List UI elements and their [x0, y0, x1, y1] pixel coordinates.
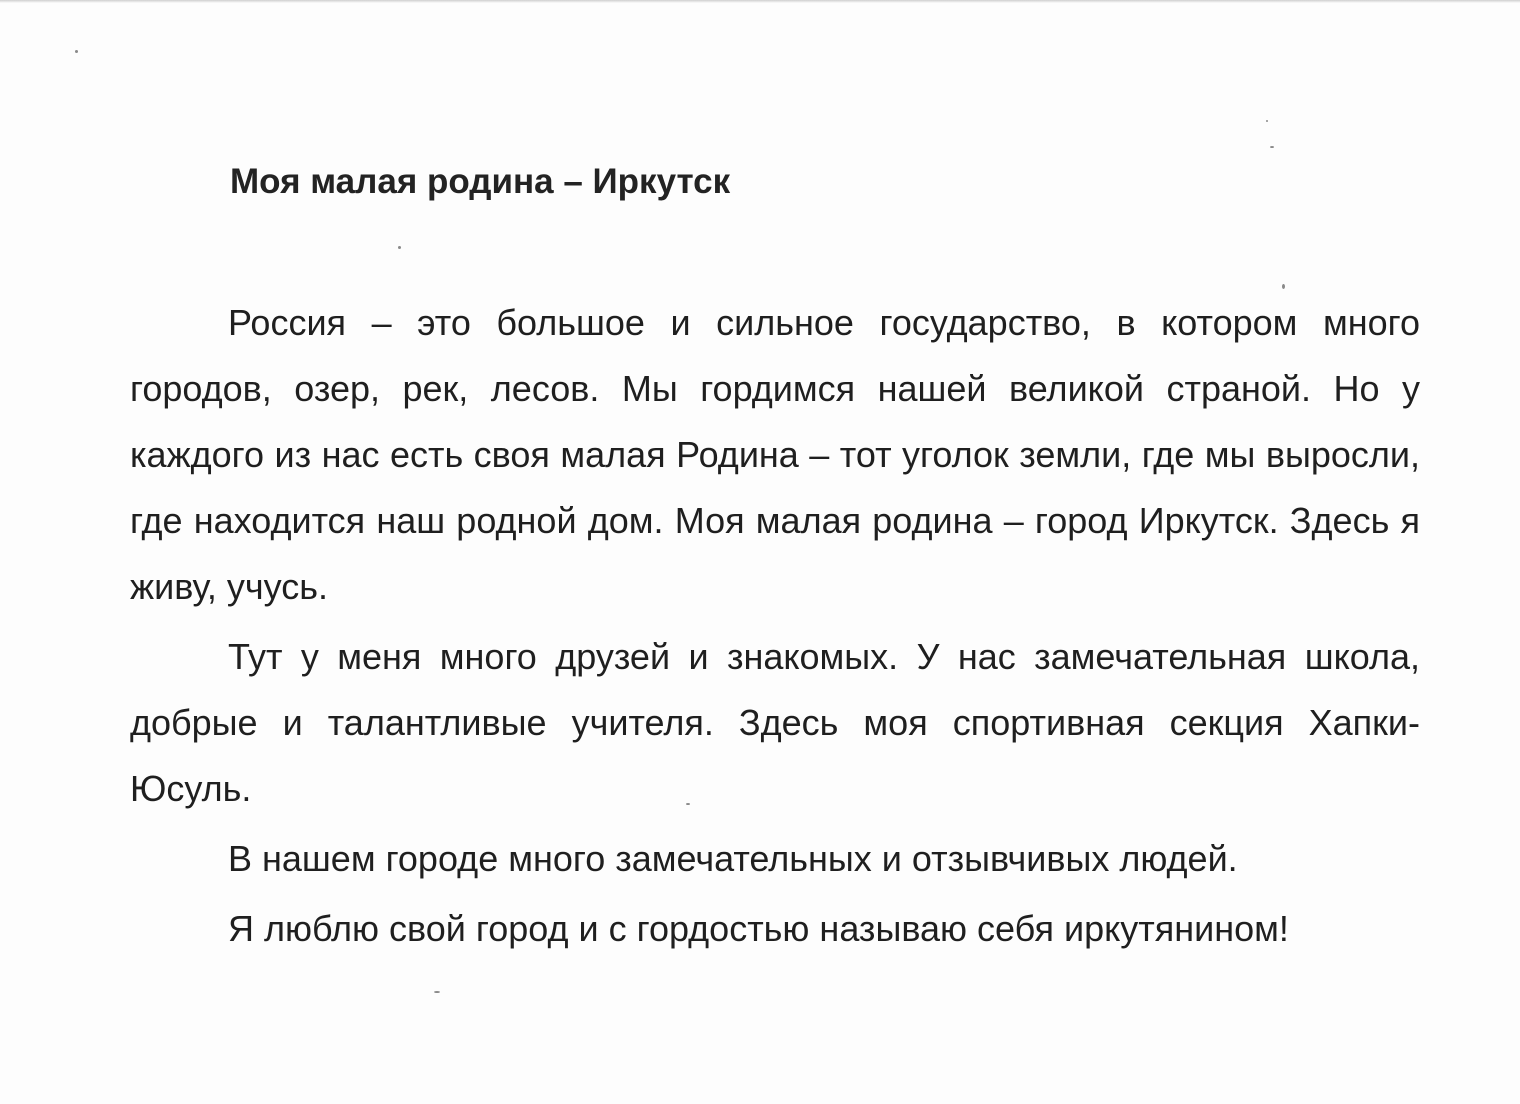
scan-speck — [1282, 284, 1285, 289]
paragraph-1: Россия – это большое и сильное государство, в котором много городов, озер, рек, лесов. Мы гордимся нашей великой страной. Но у каждого из нас есть своя малая Родина – тот уголок земли, где мы выросли, где находится наш родной дом. Моя малая родина – город Иркутск. Здесь я живу, учусь. — [130, 302, 1420, 607]
scan-edge — [0, 0, 1520, 3]
paragraph-2: Тут у меня много друзей и знакомых. У нас замечательная школа, добрые и талантливые учителя. Здесь моя спортивная секция Хапки-Юсуль. — [130, 636, 1420, 809]
scan-speck — [398, 246, 401, 249]
paragraph-4: Я люблю свой город и с гордостью называю себя иркутянином! — [228, 908, 1289, 949]
paragraph-3: В нашем городе много замечательных и отзывчивых людей. — [228, 838, 1238, 879]
document-body — [130, 290, 1420, 966]
scan-speck — [1266, 120, 1268, 122]
scan-speck — [1270, 146, 1274, 148]
scan-speck — [434, 991, 440, 993]
document-title: Моя малая родина – Иркутск — [230, 162, 731, 201]
scan-speck — [75, 50, 78, 53]
